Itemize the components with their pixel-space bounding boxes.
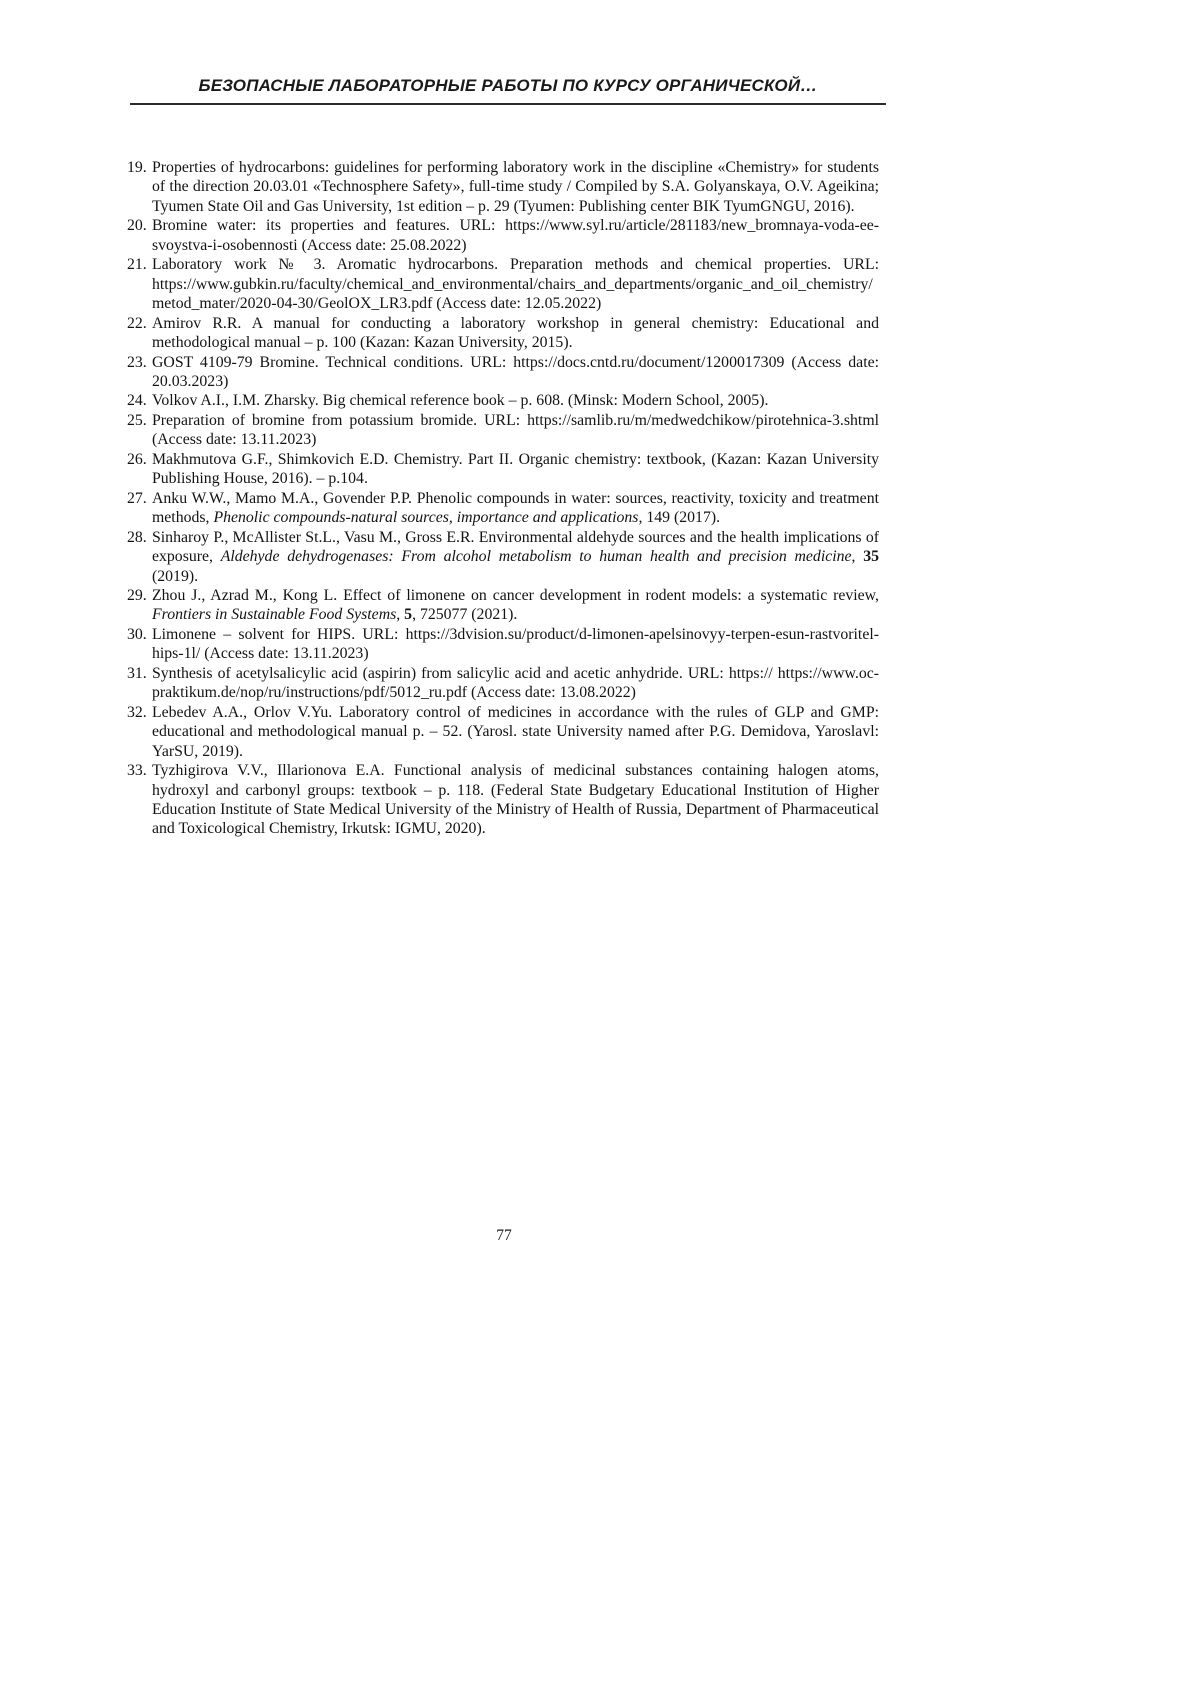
reference-item xyxy=(127,158,879,216)
reference-number: 24. xyxy=(127,392,147,410)
reference-item xyxy=(127,761,879,839)
reference-text: Tyzhigirova V.V., Illarionova E.A. Functional analysis of medicinal substances containing halogen atoms, hydroxyl and carbonyl groups: textbook – p. 118. (Federal State Budgetary Educational Institution of Higher Education Institute of State Medical University of the Ministry of Health of Russia, Department of Pharmaceutical and Toxicological Chemistry, Irkutsk: IGMU, 2020). xyxy=(152,762,879,838)
reference-number: 21. xyxy=(127,256,147,274)
reference-item xyxy=(127,625,879,664)
reference-item xyxy=(127,586,879,625)
reference-text: Zhou J., Azrad M., Kong L. Effect of limonene on cancer development in rodent models: a systematic review, Frontiers in Sustainable Food Systems, 5, 725077 (2021). xyxy=(152,586,879,624)
reference-text: Bromine water: its properties and features. URL: https://www.syl.ru/article/281183/new_bromnaya-voda-ee-svoystva-i-osobennosti (Access date: 25.08.2022) xyxy=(152,217,879,254)
reference-item xyxy=(127,391,879,410)
reference-item xyxy=(127,353,879,392)
reference-number: 22. xyxy=(127,314,147,332)
reference-number: 30. xyxy=(127,625,147,643)
reference-text: Preparation of bromine from potassium bromide. URL: https://samlib.ru/m/medwedchikow/pirotehnica-3.shtml (Access date: 13.11.2023) xyxy=(152,411,879,449)
reference-text: Amirov R.R. A manual for conducting a laboratory workshop in general chemistry: Educational and methodological manual – p. 100 (Kazan: Kazan University, 2015). xyxy=(152,314,879,352)
reference-text: Volkov A.I., I.M. Zharsky. Big chemical reference book – p. 608. (Minsk: Modern School, 2005). xyxy=(152,392,769,410)
reference-item xyxy=(127,411,879,450)
reference-text: Lebedev A.A., Orlov V.Yu. Laboratory control of medicines in accordance with the rules of GLP and GMP: educational and methodological manual p. – 52. (Yarosl. state University named after P.G. Demidova, Yaroslavl: YarSU, 2019). xyxy=(152,703,879,760)
page-number-value: 77 xyxy=(496,1227,512,1244)
reference-number: 25. xyxy=(127,411,147,429)
running-header xyxy=(130,76,886,105)
reference-list xyxy=(127,158,879,839)
reference-number: 23. xyxy=(127,353,147,371)
reference-item xyxy=(127,216,879,255)
reference-number: 33. xyxy=(127,762,147,780)
reference-item xyxy=(127,314,879,353)
reference-text: Makhmutova G.F., Shimkovich E.D. Chemistry. Part II. Organic chemistry: textbook, (Kazan: Kazan University Publishing House, 2016). – p.104. xyxy=(152,450,879,488)
reference-number: 26. xyxy=(127,450,147,468)
reference-item xyxy=(127,450,879,489)
page-number xyxy=(130,1227,878,1245)
reference-number: 31. xyxy=(127,664,147,682)
reference-number: 29. xyxy=(127,586,147,604)
reference-item xyxy=(127,703,879,761)
reference-number: 20. xyxy=(127,217,147,235)
reference-number: 32. xyxy=(127,703,147,721)
reference-text: Limonene – solvent for HIPS. URL: https://3dvision.su/product/d-limonen-apelsinovyy-terpen-esun-rastvoritel-hips-1l/ (Access date: 13.11.2023) xyxy=(152,625,879,663)
reference-item xyxy=(127,255,879,313)
reference-item xyxy=(127,489,879,528)
reference-number: 19. xyxy=(127,159,147,176)
reference-text: Synthesis of acetylsalicylic acid (aspirin) from salicylic acid and acetic anhydride. URL: https:// https://www.oc-praktikum.de/nop/ru/instructions/pdf/5012_ru.pdf (Access date: 13.08.2022) xyxy=(152,664,879,702)
reference-text: GOST 4109-79 Bromine. Technical conditions. URL: https://docs.cntd.ru/document/1200017309 (Access date: 20.03.2023) xyxy=(152,353,879,390)
reference-item xyxy=(127,664,879,703)
reference-text: Anku W.W., Mamo M.A., Govender P.P. Phenolic compounds in water: sources, reactivity, toxicity and treatment methods, Phenolic compounds-natural sources, importance and applications, 149 (2017). xyxy=(152,489,879,527)
reference-number: 27. xyxy=(127,489,147,507)
reference-text: Properties of hydrocarbons: guidelines for performing laboratory work in the discipline «Chemistry» for students of the direction 20.03.01 «Technosphere Safety», full-time study / Compiled by S.A. Golyanskaya, O.V. Ageikina; Tyumen State Oil and Gas University, 1st edition – p. 29 (Tyumen: Publishing center BIK TyumGNGU, 2016). xyxy=(152,159,879,215)
reference-number: 28. xyxy=(127,528,147,546)
reference-text: Sinharoy P., McAllister St.L., Vasu M., Gross E.R. Environmental aldehyde sources and the health implications of exposure, Aldehyde dehydrogenases: From alcohol metabolism to human health and precision medicine, 35 (2019). xyxy=(152,528,879,585)
reference-item xyxy=(127,528,879,586)
reference-text: Laboratory work № 3. Aromatic hydrocarbons. Preparation methods and chemical properties. URL: https://www.gubkin.ru/faculty/chemical_and_environmental/chairs_and_departments/organic_and_oil_chemistry/metod_mater/2020-04-30/GeolOX_LR3.pdf (Access date: 12.05.2022) xyxy=(152,256,879,313)
running-header-title: БЕЗОПАСНЫЕ ЛАБОРАТОРНЫЕ РАБОТЫ ПО КУРСУ ОРГАНИЧЕСКОЙ… xyxy=(198,76,818,95)
